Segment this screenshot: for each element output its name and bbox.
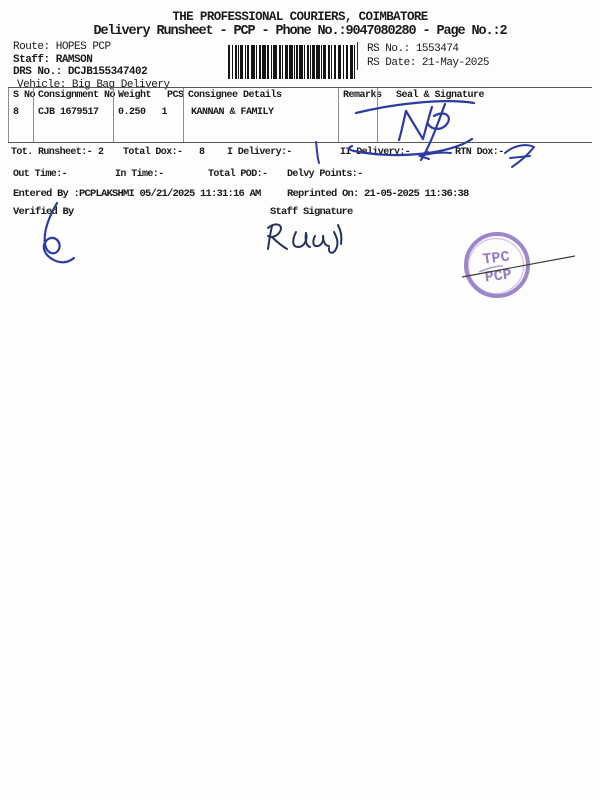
cell-consignment: CJB 1679517 xyxy=(38,107,99,118)
stamp-text-line2: PCP xyxy=(483,266,513,287)
delvy-points-label: Delvy Points:- xyxy=(287,169,363,180)
route-line xyxy=(13,41,111,53)
drs-line xyxy=(13,66,147,78)
i-delivery-label: I Delivery:- xyxy=(227,147,292,158)
rs-no-line xyxy=(367,42,489,56)
out-time-label: Out Time:- xyxy=(13,169,68,180)
total-pod-label: Total POD:- xyxy=(208,169,268,180)
drs-label: DRS No.: xyxy=(13,66,62,78)
barcode xyxy=(228,45,355,79)
rtn-dox-handwritten-seven xyxy=(505,145,534,167)
route-value: HOPES PCP xyxy=(55,41,111,53)
cell-remarks xyxy=(339,105,377,109)
ii-delivery-pen-mark xyxy=(420,152,451,159)
staff-value: RAMSON xyxy=(55,54,93,66)
staff-line xyxy=(13,54,92,66)
header-s-no: S No xyxy=(13,90,36,101)
col-remarks xyxy=(338,88,382,142)
cell-weight: 0.250 xyxy=(118,107,146,118)
header-remarks: Remarks xyxy=(343,90,382,101)
route-label: Route: xyxy=(13,41,50,53)
col-consignee xyxy=(183,88,338,142)
rtn-dox-label: RTN Dox:- xyxy=(455,147,504,158)
reprinted-on-line: Reprinted On: 21-05-2025 11:36:38 xyxy=(287,188,469,200)
document-title: THE PROFESSIONAL COURIERS, COIMBATORE xyxy=(172,10,428,24)
pen-strike-line xyxy=(462,256,575,277)
cell-consignee: KANNAN & FAMILY xyxy=(191,107,274,118)
header-consignment: Consignment No xyxy=(38,90,116,101)
cell-s-no: 8 xyxy=(13,107,19,118)
total-dox-label: Total Dox:- xyxy=(123,147,183,158)
verified-by-label: Verified By xyxy=(13,206,74,218)
rs-date-value: 21-May-2025 xyxy=(421,57,490,69)
rs-date-line xyxy=(367,56,489,70)
total-dox-value: 8 xyxy=(199,147,205,158)
entered-by-line: Entered By :PCPLAKSHMI 05/21/2025 11:31:16 AM xyxy=(13,188,261,200)
header-consignee: Consignee Details xyxy=(188,90,282,101)
tot-runsheet-label: Tot. Runsheet:- xyxy=(11,147,93,158)
in-time-label: In Time:- xyxy=(115,169,164,180)
stamp-text-line1: TPC xyxy=(481,248,511,269)
consignment-table xyxy=(8,87,592,143)
header-weight-pcs xyxy=(114,88,183,105)
header-weight: Weight xyxy=(118,90,152,101)
rs-info-block xyxy=(357,42,489,70)
col-consignment xyxy=(33,88,116,142)
header-pcs: PCS xyxy=(167,90,184,101)
document-subtitle: Delivery Runsheet - PCP - Phone No.:9047080280 - Page No.:2 xyxy=(93,24,507,39)
cell-weight-pcs xyxy=(114,105,183,120)
rs-date-label: RS Date: xyxy=(367,57,416,69)
staff-label: Staff: xyxy=(13,54,50,66)
vehicle-value: Big Bag Delivery xyxy=(71,79,170,91)
tot-runsheet xyxy=(11,147,103,158)
i-delivery-pen-mark xyxy=(316,142,319,163)
tot-runsheet-value: 2 xyxy=(98,147,104,158)
staff-signature-handwriting xyxy=(268,224,341,252)
staff-signature-label: Staff Signature xyxy=(270,206,353,218)
stamp-scribble xyxy=(479,266,503,272)
drs-value: DCJB155347402 xyxy=(67,66,148,78)
vehicle-label: Vehicle: xyxy=(17,79,66,91)
cell-seal-signature xyxy=(378,105,592,109)
header-seal-signature: Seal & Signature xyxy=(396,90,485,101)
col-s-no xyxy=(8,88,36,142)
ii-delivery-label: II Delivery:- xyxy=(340,147,411,158)
col-weight-pcs xyxy=(113,88,183,142)
courier-stamp xyxy=(462,234,575,296)
rs-no-value: 1553474 xyxy=(415,43,459,55)
col-seal-signature xyxy=(377,88,592,142)
cell-pcs: 1 xyxy=(161,107,168,118)
rs-no-label: RS No.: xyxy=(367,43,410,55)
